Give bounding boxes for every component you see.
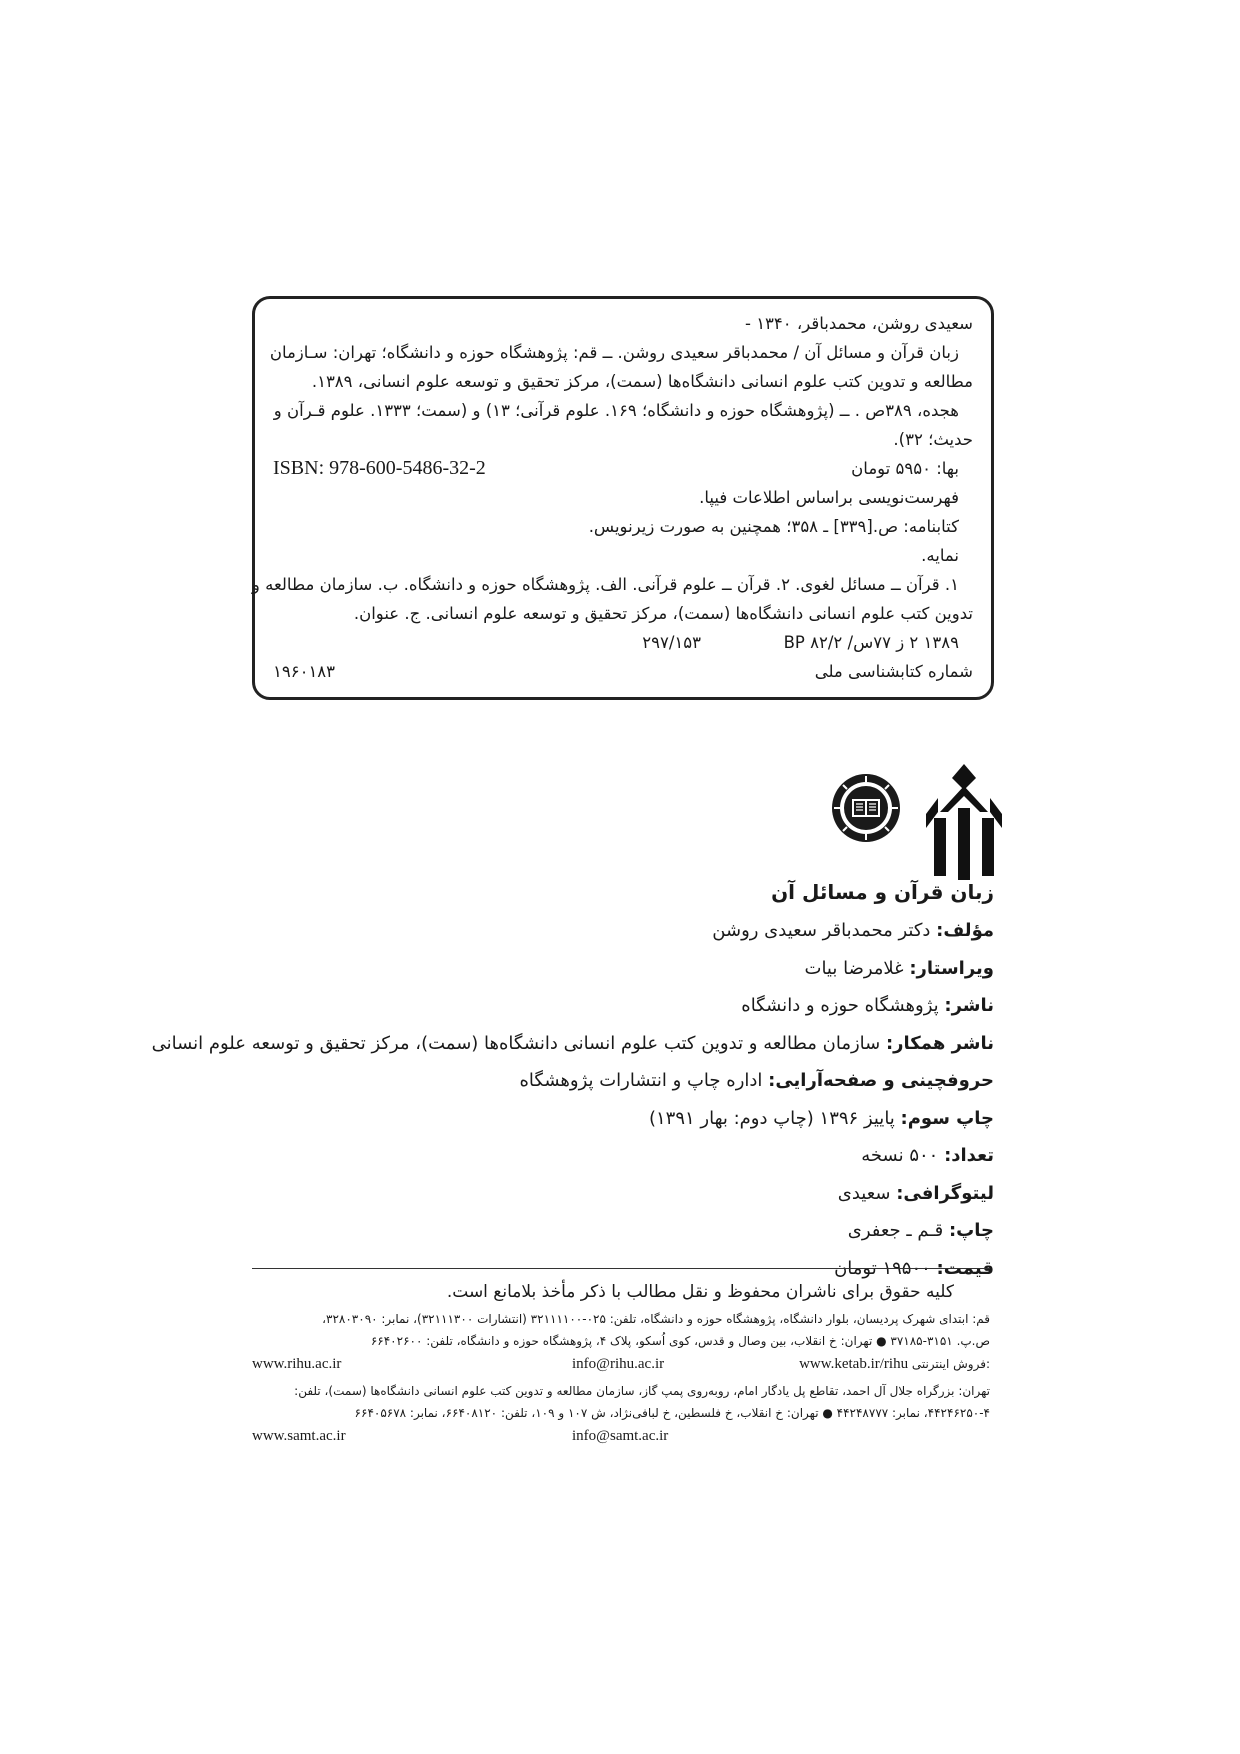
rihu-website-link[interactable]: www.rihu.ac.ir [252, 1356, 342, 1372]
colophon-value: ۱۹۵۰۰ تومان [834, 1257, 937, 1279]
samt-email-link[interactable]: info@samt.ac.ir [572, 1428, 669, 1444]
colophon-label: حروفچینی و صفحه‌آرایی: [768, 1070, 994, 1091]
colophon-value: دکتر محمدباقر سعیدی روشن [712, 920, 937, 941]
colophon-row-typesetting [194, 1062, 994, 1100]
colophon-value: سعیدی [837, 1182, 897, 1204]
colophon-row-printing [194, 1212, 994, 1250]
colophon-row-edition [194, 1100, 994, 1138]
footer-divider [252, 1268, 990, 1269]
cip-subjects: ۱. قرآن ــ مسائل لغوی. ۲. قرآن ــ علوم قرآنی. الف. پژوهشگاه حوزه و دانشگاه. ب. سازمان مطالعه و [251, 575, 959, 594]
cip-price: بها: ۵۹۵۰ تومان [851, 459, 959, 478]
colophon-value: غلامرضا بیات [804, 957, 910, 979]
copyright-notice: کلیه حقوق برای ناشران محفوظ و نقل مطالب با ذکر مأخذ بلامانع است. [446, 1282, 954, 1302]
cip-national-row [273, 657, 973, 686]
cip-subjects-cont: تدوین کتب علوم انسانی دانشگاه‌ها (سمت)، مرکز تحقیق و توسعه علوم انسانی. ج. عنوان. [353, 604, 973, 623]
colophon-value: پژوهشگاه حوزه و دانشگاه [741, 995, 945, 1016]
publisher-logos [830, 764, 1010, 884]
colophon-value: پاییز ۱۳۹۶ (چاپ دوم: بهار ۱۳۹۱) [648, 1107, 901, 1129]
colophon-label: ناشر همکار: [885, 1032, 994, 1054]
samt-address-line-1: تهران: بزرگراه جلال آل احمد، تقاطع پل یادگار امام، روبه‌روی پمپ گاز، سازمان مطالعه و تدوین کتب علوم انسانی دانشگاه‌ها (سمت)، تلفن: [294, 1384, 990, 1398]
colophon-label: لیتوگرافی: [896, 1182, 994, 1204]
cip-record-box [252, 296, 994, 700]
online-store [792, 1352, 990, 1376]
colophon-row-author [194, 912, 994, 950]
cip-description-cont: حدیث؛ ۳۲). [893, 430, 973, 449]
colophon-row-copies [194, 1137, 994, 1175]
cip-author: سعیدی روشن، محمدباقر، ۱۳۴۰ - [744, 314, 973, 333]
cip-national-label: شماره کتابشناسی ملی [814, 662, 973, 681]
cip-description: هجده، ۳۸۹ص . ــ (پژوهشگاه حوزه و دانشگاه؛ ۱۶۹. علوم قرآنی؛ ۱۳) و (سمت؛ ۱۳۳۳. علوم قـرآن و [273, 401, 959, 420]
samt-address-line-2: ۴۴۲۴۶۲۵۰-۴، نمابر: ۴۴۲۴۸۷۷۷ ● تهران: خ انقلاب، خ فلسطین، خ لبافی‌نژاد، ش ۱۰۷ و ۱۰۹، تلفن: ۶۶۴۰۸۱۲۰، نمابر: ۶۶۴۰۵۶۷۸ [354, 1406, 990, 1420]
colophon-label: چاپ سوم: [900, 1107, 994, 1129]
cip-note-bibliography: کتابنامه: ص.[۳۳۹] ـ ۳۵۸؛ همچنین به صورت زیرنویس. [588, 517, 959, 536]
colophon-value: ۵۰۰ نسخه [861, 1145, 945, 1166]
book-title: زبان قرآن و مسائل آن [771, 880, 994, 904]
colophon-label: مؤلف: [936, 920, 994, 941]
cip-note-fipa: فهرست‌نویسی براساس اطلاعات فیپا. [699, 488, 959, 507]
colophon-value: قـم ـ جعفری [847, 1220, 949, 1241]
rihu-address-line-2: ص.پ. ۳۱۵۱-۳۷۱۸۵ ● تهران: خ انقلاب، بین وصال و قدس، کوی اُسکو، پلاک ۴، پژوهشگاه حوزه و دانشگاه، تلفن: ۶۶۴۰۲۶۰۰ [370, 1334, 990, 1348]
colophon-label: ویراستار: [909, 957, 994, 979]
rihu-email-link[interactable]: info@rihu.ac.ir [572, 1356, 665, 1372]
empty-cell [792, 1424, 990, 1448]
online-store-label: فروش اینترنتی: [911, 1357, 990, 1371]
cip-isbn: ISBN: 978-600-5486-32-2 [273, 457, 486, 479]
samt-seal-logo [830, 772, 902, 844]
cip-price-isbn-row [273, 454, 973, 483]
colophon-row-publisher [194, 987, 994, 1025]
colophon-row-editor [194, 950, 994, 988]
colophon-value: سازمان مطالعه و تدوین کتب علوم انسانی دانشگاه‌ها (سمت)، مرکز تحقیق و توسعه علوم انسانی [151, 1032, 886, 1054]
colophon-label: ناشر: [944, 995, 994, 1016]
publisher-footer [252, 1282, 990, 1448]
colophon-row-copublisher [151, 1025, 994, 1063]
cip-lc-class: ۱۳۸۹ ۲ ز ۷۷س/ BP ۸۲/۲ [783, 633, 959, 652]
colophon [151, 880, 994, 1287]
samt-links-row [252, 1424, 990, 1448]
cip-note-index: نمایه. [921, 546, 959, 565]
colophon-label: تعداد: [944, 1145, 994, 1166]
colophon-label: چاپ: [948, 1220, 994, 1241]
samt-website-link[interactable]: www.samt.ac.ir [252, 1428, 346, 1444]
cip-classification-row [273, 628, 973, 657]
rihu-address-line-1: قم: ابتدای شهرک پردیسان، بلوار دانشگاه، پژوهشگاه حوزه و دانشگاه، تلفن: ۰۲۵-۳۲۱۱۱۱۰۰ (انتشارات ۳۲۱۱۱۳۰۰)، نمابر: ۳۲۸۰۳۰۹۰، [322, 1312, 990, 1326]
colophon-value: اداره چاپ و انتشارات پژوهشگاه [519, 1070, 769, 1091]
rihu-links-row [252, 1352, 990, 1376]
cip-title-statement: زبان قرآن و مسائل آن / محمدباقر سعیدی روشن. ــ قم: پژوهشگاه حوزه و دانشگاه؛ تهران: سـازمان [269, 343, 959, 362]
online-store-link[interactable]: www.ketab.ir/rihu [799, 1356, 909, 1372]
cip-title-statement-cont: مطالعه و تدوین کتب علوم انسانی دانشگاه‌ها (سمت)، مرکز تحقیق و توسعه علوم انسانی، ۱۳۸۹. [311, 372, 973, 391]
cip-dewey-class: ۲۹۷/۱۵۳ [642, 633, 701, 652]
colophon-row-lithography [194, 1175, 994, 1213]
cip-national-number: ۱۹۶۰۱۸۳ [273, 662, 336, 681]
colophon-label: قیمت: [936, 1257, 994, 1279]
rihu-logo [926, 764, 1002, 880]
